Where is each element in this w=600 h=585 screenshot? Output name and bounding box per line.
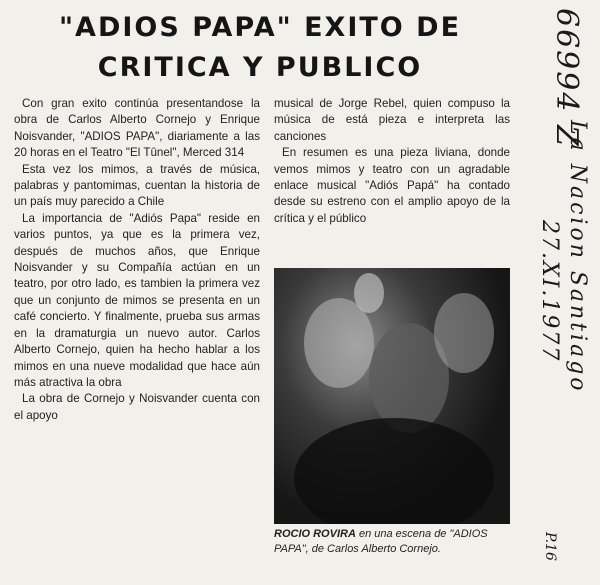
headline-line-1: "ADIOS PAPA" EXITO DE: [58, 12, 462, 43]
scene-photo: [274, 268, 510, 524]
paragraph-2: Esta vez los mimos, a través de música, palabras y pantomimas, cuentan la historia de un país muy parecido a Chile: [14, 162, 260, 209]
handwritten-page: P.16: [542, 532, 558, 561]
paragraph-1: Con gran exito continúa presentandose la obra de Carlos Alberto Cornejo y Enrique Noisvander, "ADIOS PAPA", diariamente a las 20 horas en el Teatro "El Tûnel", Merced 314: [14, 97, 260, 160]
photo-figure-right: [434, 293, 494, 373]
article-column-left: [14, 96, 260, 424]
paragraph-5: musical de Jorge Rebel, quien compuso la música de está pieza e interpreta las canciones: [274, 97, 510, 143]
caption-text: en una escena de "ADIOS PAPA", de Carlos Alberto Cornejo.: [274, 528, 488, 555]
paragraph-6: En resumen es una pieza liviana, donde vemos mimos y teatro con un agradable enlace musical "Adiós Papá" ha contado desde su estreno con el amplio apoyo de la crítica y el público: [274, 146, 510, 225]
caption-name: ROCIO ROVIRA: [274, 528, 356, 540]
headline-line-2: CRITICA Y PUBLICO: [97, 52, 423, 83]
handwritten-number: 66994 Z: [549, 8, 584, 148]
photo-arm: [354, 273, 384, 313]
handwritten-source: La Nacion Santiago: [565, 120, 590, 394]
handwritten-date: 27.XI.1977: [537, 220, 562, 363]
paragraph-3: La importancia de "Adiós Papa" reside en varios puntos, ya que es la primera vez, después de muchos años, que Enrique Noisvander y su Compañía actúan en un teatro, por otro lado, es tambien la primera vez que un conjunto de mimos se presenta en un café concierto. Y finalmente, prueba sus armas en la dramaturgia un nuevo autor. Carlos Alberto Cornejo, quien ha hecho hablar a los mimos en una nueve modalidad que hace aún más atractiva la obra: [14, 211, 260, 389]
article-column-right: [274, 96, 510, 227]
paragraph-4: La obra de Cornejo y Noisvander cuenta con el apoyo: [14, 392, 260, 422]
photo-caption: [274, 527, 510, 557]
photo-shadow: [294, 418, 494, 524]
